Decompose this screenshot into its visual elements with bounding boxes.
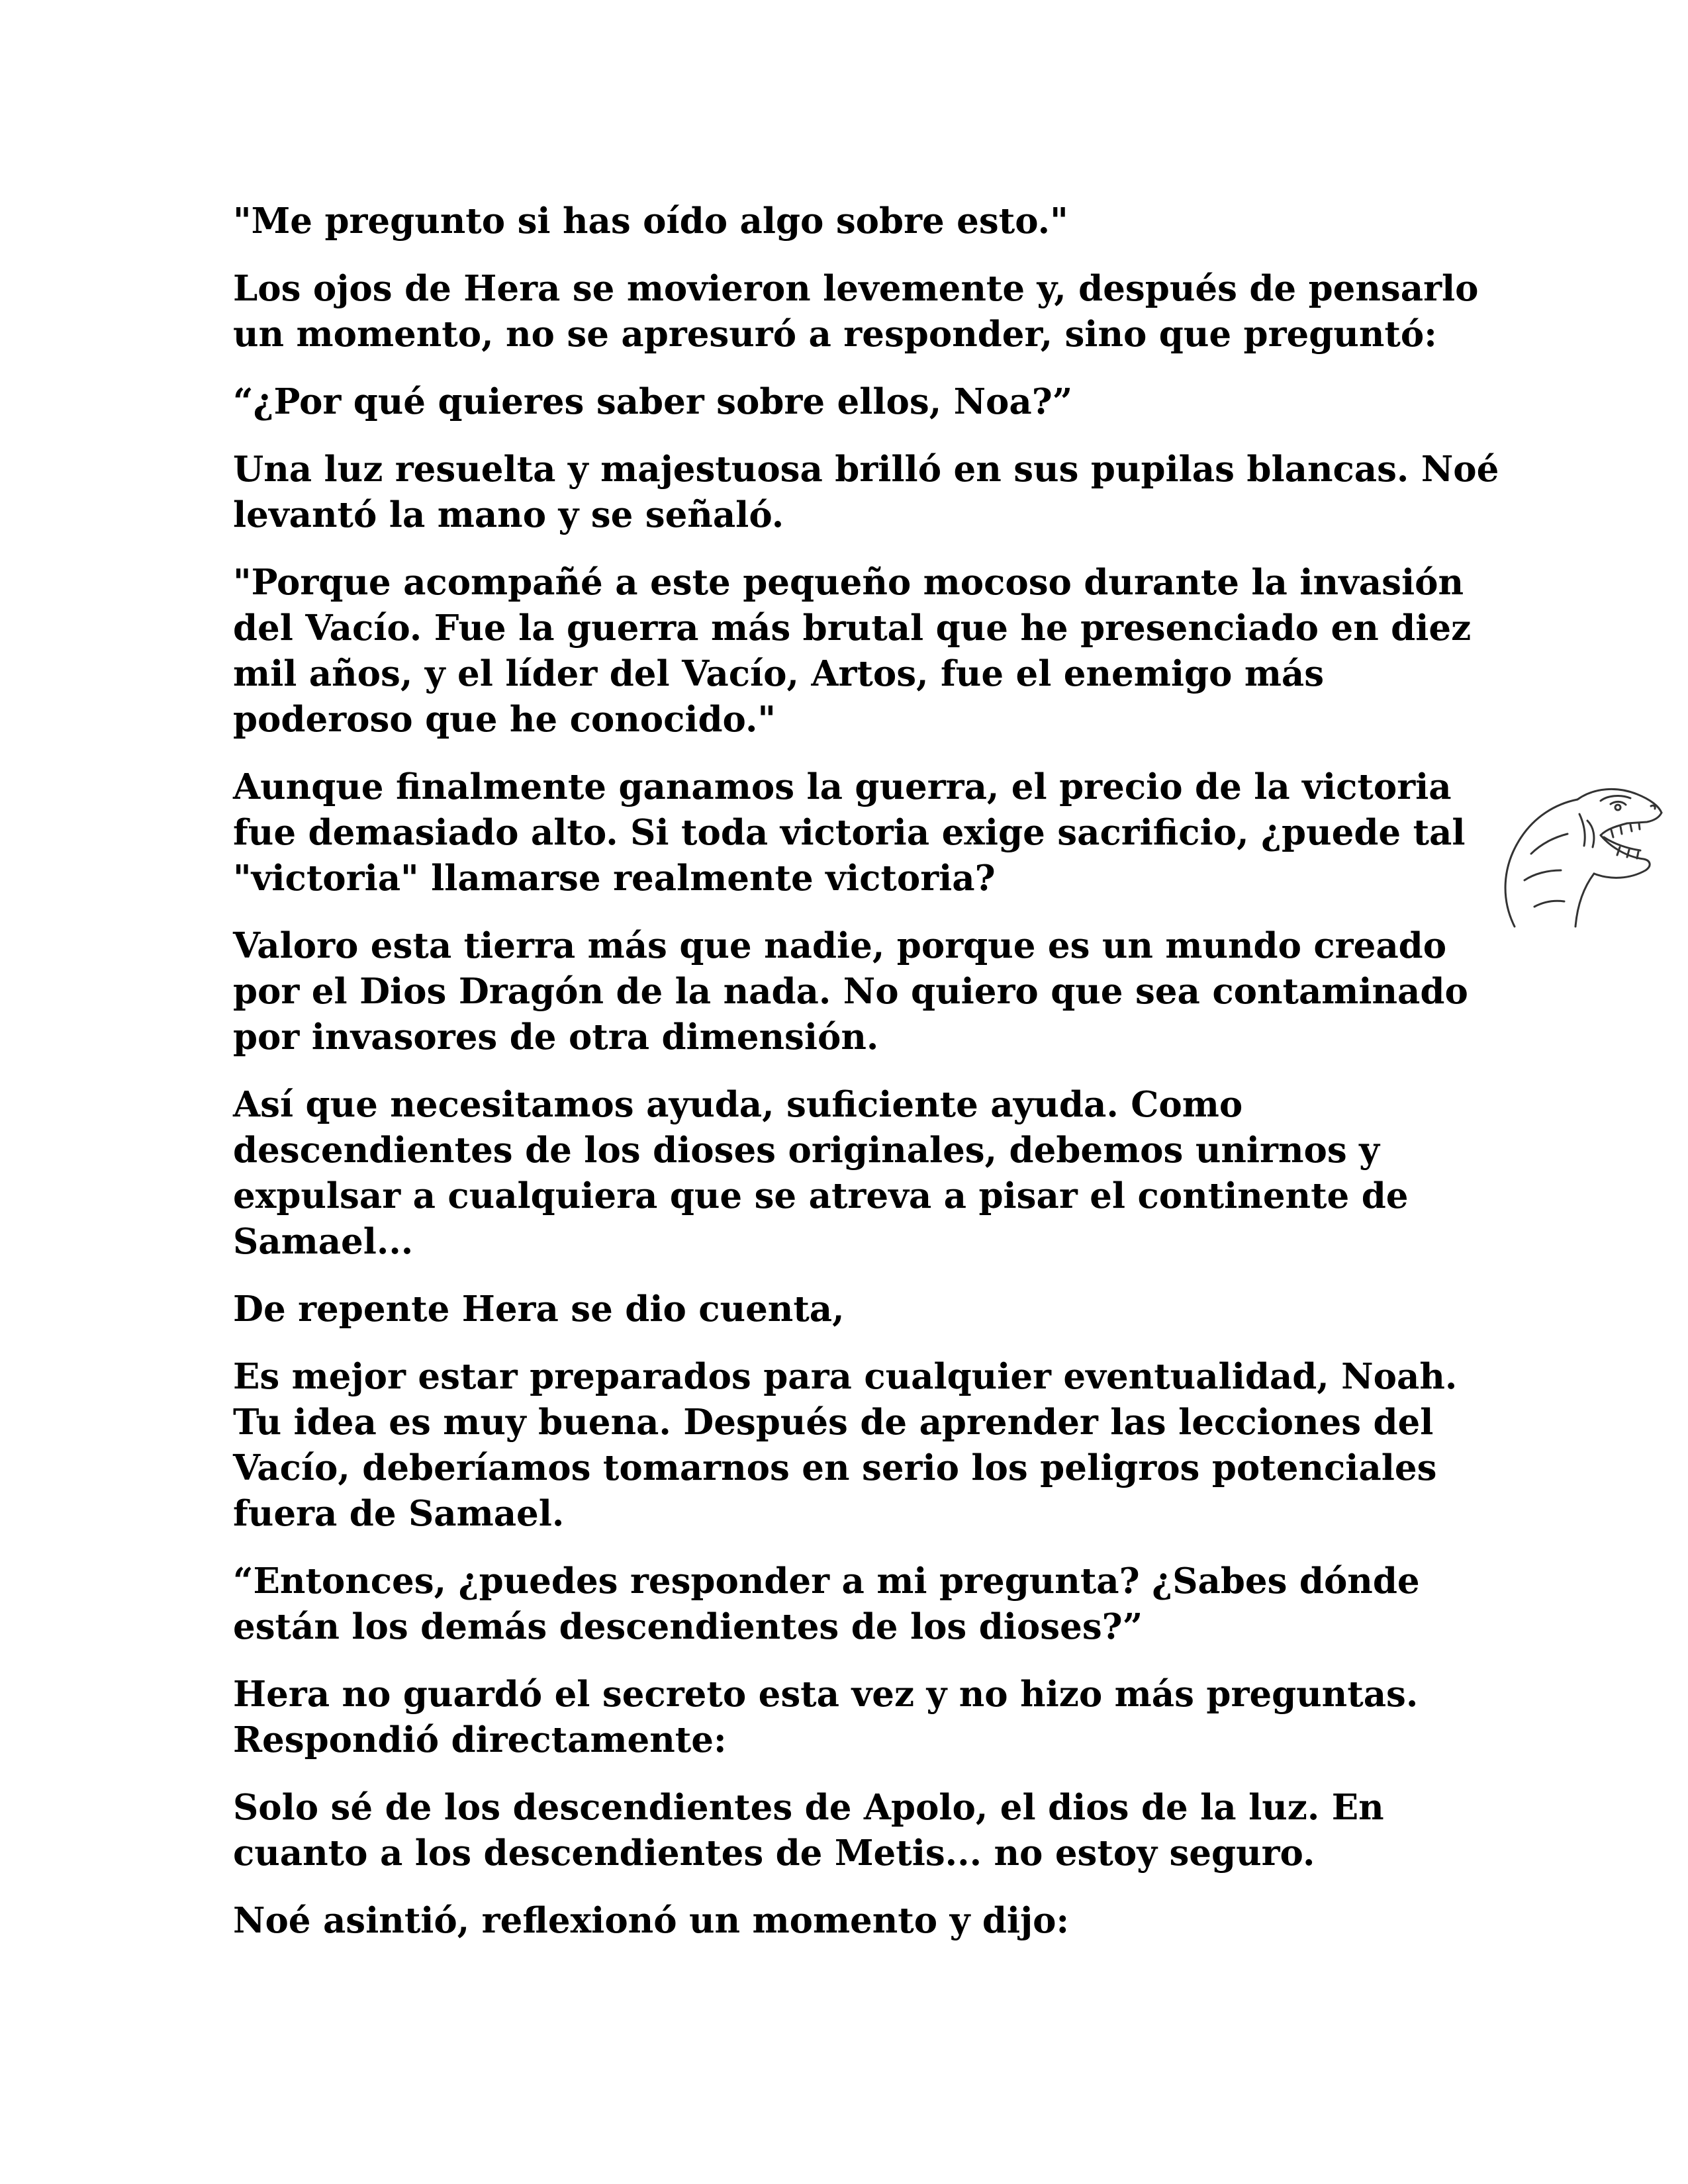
paragraph-11: “Entonces, ¿puedes responder a mi pregunta? ¿Sabes dónde están los demás descendientes de los dioses?” <box>233 1561 1420 1647</box>
paragraph-3: “¿Por qué quieres saber sobre ellos, Noa?” <box>233 381 1073 422</box>
paragraph-13: Solo sé de los descendientes de Apolo, el dios de la luz. En cuanto a los descendientes de Metis... no estoy seguro. <box>233 1787 1384 1874</box>
document-body <box>233 199 1511 1966</box>
paragraph-5: "Porque acompañé a este pequeño mocoso durante la invasión del Vacío. Fue la guerra más brutal que he presenciado en diez mil años, y el líder del Vacío, Artos, fue el enemigo más poderoso que he conocido." <box>233 562 1472 740</box>
paragraph-12: Hera no guardó el secreto esta vez y no hizo más preguntas. Respondió directamente: <box>233 1674 1419 1760</box>
paragraph-7: Valoro esta tierra más que nadie, porque es un mundo creado por el Dios Dragón de la nada. No quiero que sea contaminado por invasores de otra dimensión. <box>233 925 1468 1058</box>
paragraph-8: Así que necesitamos ayuda, suficiente ayuda. Como descendientes de los dioses originales, debemos unirnos y expulsar a cualquiera que se atreva a pisar el continente de Samael... <box>233 1084 1409 1262</box>
paragraph-10: Es mejor estar preparados para cualquier eventualidad, Noah. Tu idea es muy buena. Después de aprender las lecciones del Vacío, deberíamos tomarnos en serio los peligros potenciales fuera de Samael. <box>233 1356 1458 1534</box>
paragraph-2: Los ojos de Hera se movieron levemente y, después de pensarlo un momento, no se apresuró a responder, sino que preguntó: <box>233 268 1479 355</box>
paragraph-14: Noé asintió, reflexionó un momento y dijo: <box>233 1900 1070 1941</box>
paragraph-1: "Me pregunto si has oído algo sobre esto." <box>233 201 1068 242</box>
paragraph-6: Aunque finalmente ganamos la guerra, el precio de la victoria fue demasiado alto. Si toda victoria exige sacrificio, ¿puede tal "victoria" llamarse realmente victoria? <box>233 766 1466 899</box>
paragraph-4: Una luz resuelta y majestuosa brilló en sus pupilas blancas. Noé levantó la mano y se señaló. <box>233 449 1499 535</box>
paragraph-9: De repente Hera se dio cuenta, <box>233 1289 845 1330</box>
dinosaur-sketch-icon <box>1495 774 1667 933</box>
